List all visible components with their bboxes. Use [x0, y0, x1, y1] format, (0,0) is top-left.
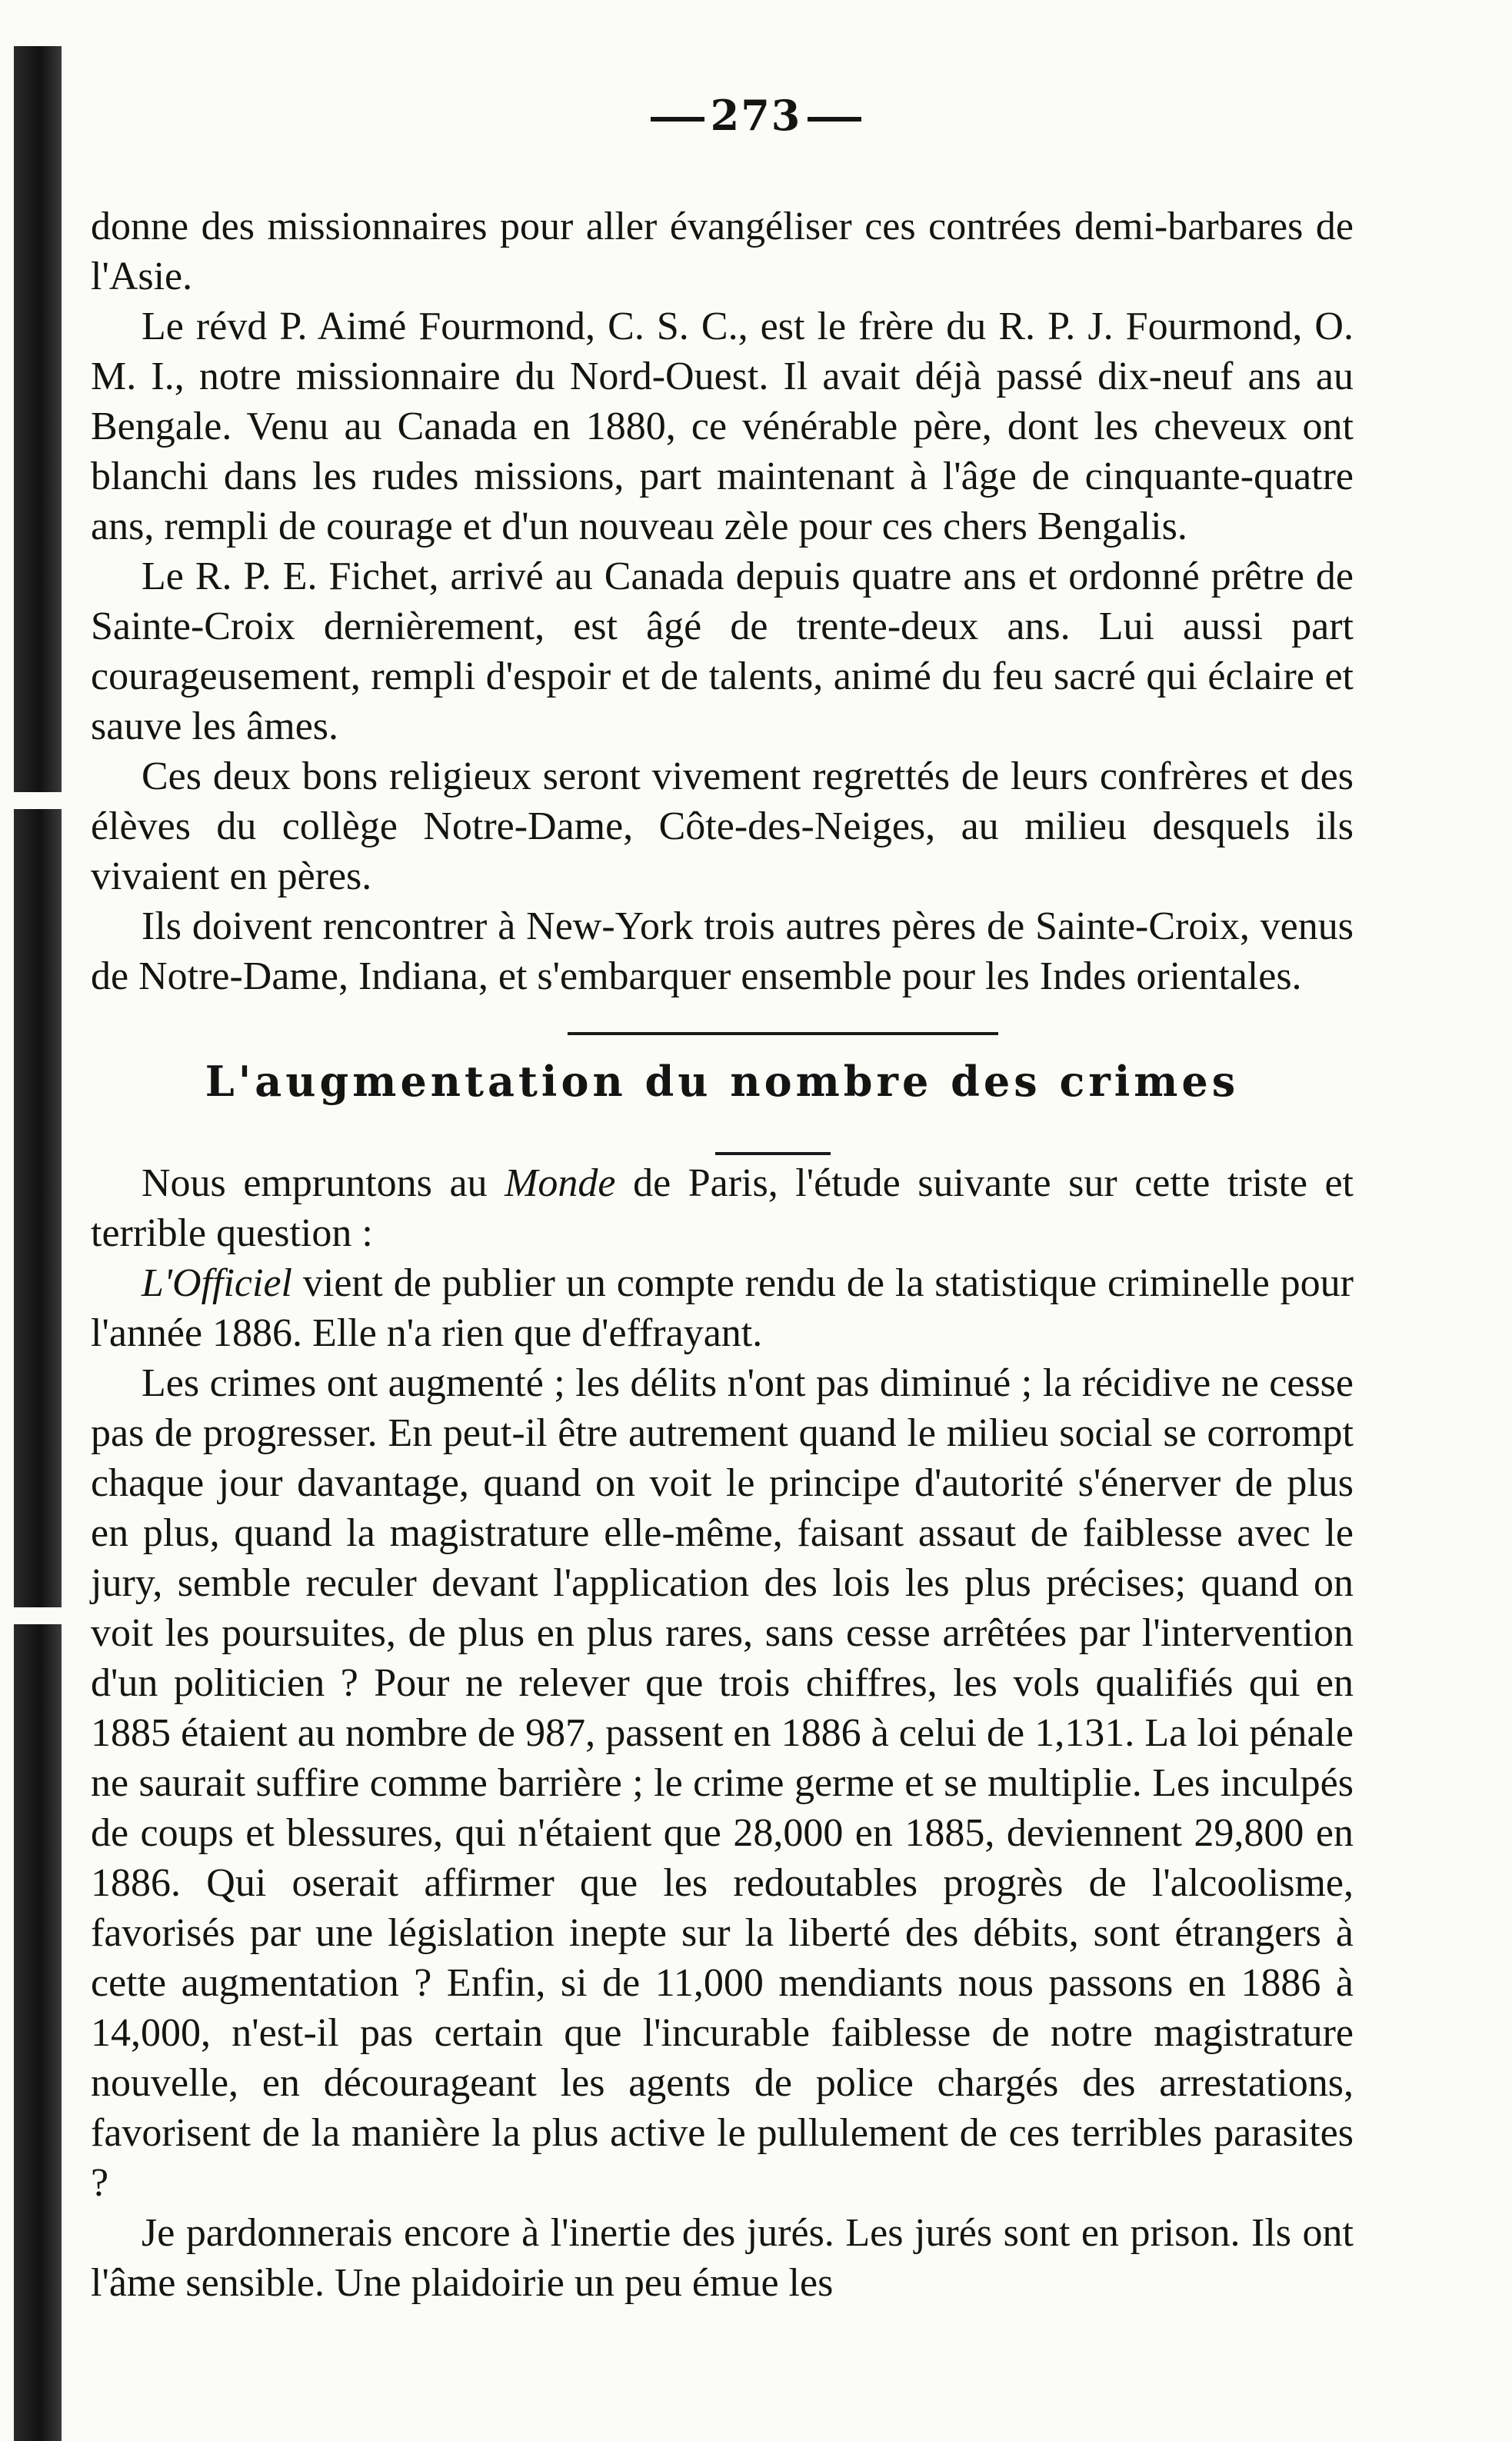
paragraph: Les crimes ont augmenté ; les délits n'ont pas diminué ; la récidive ne cesse pas de progresser. En peut-il être autrement quand le milieu social se corrompt chaque jour davantage, quand on voit le principe d'autorité s'énerver de plus en plus, quand la magistrature elle-même, faisant assaut de faiblesse avec le jury, semble reculer devant l'application des lois les plus précises; quand on voit les poursuites, de plus en plus rares, sans cesse arrêtées par l'intervention d'un politicien ? Pour ne relever que trois chiffres, les vols qualifiés qui en 1885 étaient au nombre de 987, passent en 1886 à celui de 1,131. La loi pénale ne saurait suffire comme barrière ; le crime germe et se multiplie. Les inculpés de coups et blessures, qui n'étaient que 28,000 en 1885, deviennent 29,800 en 1886. Qui oserait affirmer que les redoutables progrès de l'alcoolisme, favorisés par une législation inepte sur la liberté des débits, sont étrangers à cette augmentation ? Enfin, si de 11,000 mendiants nous passons en 1886 à 14,000, n'est-il pas certain que l'incurable faiblesse de notre magistrature nouvelle, en décourageant les agents de police chargés des arrestations, favorisent de la manière la plus active le pullulement de ces terribles parasites ?: [91, 1361, 1354, 2205]
section-divider: [568, 1032, 998, 1035]
section-heading: L'augmentation du nombre des crimes: [205, 1057, 1240, 1106]
binding-edge-gap: [14, 1607, 62, 1624]
paragraph: [91, 1258, 1354, 1358]
crimes-article: [91, 1158, 1354, 2308]
binding-edge-gap: [14, 792, 62, 809]
paragraph: Je pardonnerais encore à l'inertie des jurés. Les jurés sont en prison. Ils ont l'âme sensible. Une plaidoirie un peu émue les: [91, 2211, 1354, 2305]
paragraph: Ces deux bons religieux seront vivement regrettés de leurs confrères et des élèves du collège Notre-Dame, Côte-des-Neiges, au milieu desquels ils vivaient en pères.: [91, 754, 1354, 898]
page-number-dash-left: [651, 117, 704, 122]
binding-edge: [14, 46, 62, 2441]
paragraph: [91, 1158, 1354, 1258]
paragraph-text: vient de publier un compte rendu de la statistique criminelle pour l'année 1886. Elle n'a rien que d'effrayant.: [91, 1261, 1354, 1355]
publication-name: L'Officiel: [142, 1261, 292, 1305]
intro-text: Nous empruntons au: [142, 1161, 505, 1205]
heading-underline: [715, 1152, 831, 1155]
page-number-line: [0, 91, 1512, 140]
page-number: 273: [710, 91, 802, 140]
intro-text: de Paris, l'étude suivante sur cette triste et terrible question :: [91, 1161, 1354, 1255]
paragraph: Le R. P. E. Fichet, arrivé au Canada depuis quatre ans et ordonné prêtre de Sainte-Croix dernièrement, est âgé de trente-deux ans. Lui aussi part courageusement, rempli d'espoir et de talents, animé du feu sacré qui éclaire et sauve les âmes.: [91, 554, 1354, 748]
paragraph: donne des missionnaires pour aller évangéliser ces contrées demi-barbares de l'Asie.: [91, 205, 1354, 298]
paragraph: Le révd P. Aimé Fourmond, C. S. C., est le frère du R. P. J. Fourmond, O. M. I., notre missionnaire du Nord-Ouest. Il avait déjà passé dix-neuf ans au Bengale. Venu au Canada en 1880, ce vénérable père, dont les cheveux ont blanchi dans les rudes missions, part maintenant à l'âge de cinquante-quatre ans, rempli de courage et d'un nouveau zèle pour ces chers Bengalis.: [91, 305, 1354, 548]
missionaries-article: [91, 201, 1354, 1001]
source-name: Monde: [505, 1161, 616, 1205]
paragraph: Ils doivent rencontrer à New-York trois autres pères de Sainte-Croix, venus de Notre-Dame, Indiana, et s'embarquer ensemble pour les Indes orientales.: [91, 904, 1354, 998]
page-number-dash-right: [808, 117, 861, 122]
